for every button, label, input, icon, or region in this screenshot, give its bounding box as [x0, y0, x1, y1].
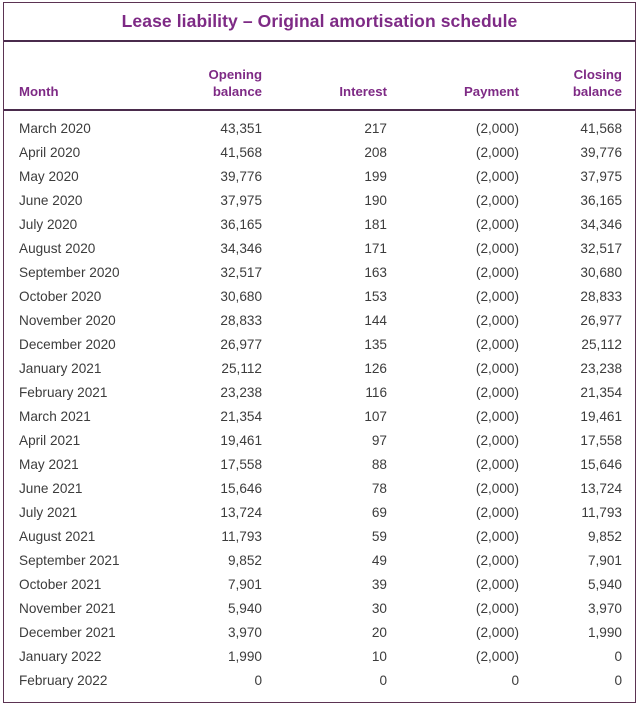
- table-row: [4, 309, 635, 333]
- column-header-payment: [387, 83, 519, 109]
- cell-closing-balance: 9,852: [587, 529, 622, 544]
- cell-interest: 135: [364, 337, 387, 352]
- table-row: [4, 165, 635, 189]
- table-row: [4, 477, 635, 501]
- cell-closing-balance: 3,970: [587, 601, 622, 616]
- table-row: [4, 573, 635, 597]
- cell-opening-balance: 26,977: [220, 337, 262, 352]
- cell-closing-balance: 13,724: [580, 481, 622, 496]
- cell-closing-balance: 30,680: [580, 265, 622, 280]
- cell-opening-balance: 34,346: [220, 241, 262, 256]
- table-title-band: [4, 3, 635, 42]
- cell-payment: (2,000): [475, 385, 519, 400]
- table-row: [4, 261, 635, 285]
- cell-closing-balance: 0: [614, 649, 622, 664]
- cell-closing-balance: 7,901: [587, 553, 622, 568]
- cell-opening-balance: 0: [254, 673, 262, 688]
- cell-interest: 88: [371, 457, 387, 472]
- table-row: [4, 213, 635, 237]
- cell-payment: (2,000): [475, 241, 519, 256]
- cell-payment: 0: [511, 673, 519, 688]
- cell-payment: (2,000): [475, 601, 519, 616]
- cell-opening-balance: 11,793: [221, 529, 262, 544]
- cell-month: June 2020: [19, 193, 83, 208]
- cell-closing-balance: 23,238: [580, 361, 622, 376]
- column-header-payment-line-1: Payment: [464, 84, 519, 99]
- cell-opening-balance: 36,165: [220, 217, 262, 232]
- table-row: [4, 357, 635, 381]
- cell-month: February 2022: [19, 673, 108, 688]
- cell-closing-balance: 25,112: [581, 337, 622, 352]
- cell-month: December 2020: [19, 337, 116, 352]
- cell-interest: 10: [371, 649, 387, 664]
- cell-interest: 116: [365, 385, 387, 400]
- table-row: [4, 189, 635, 213]
- cell-opening-balance: 17,558: [220, 457, 262, 472]
- cell-closing-balance: 26,977: [580, 313, 622, 328]
- cell-closing-balance: 37,975: [580, 169, 622, 184]
- cell-opening-balance: 23,238: [220, 385, 262, 400]
- cell-month: January 2022: [19, 649, 102, 664]
- table-title: Lease liability – Original amortisation schedule: [121, 11, 518, 31]
- cell-payment: (2,000): [475, 529, 519, 544]
- table-row: [4, 381, 635, 405]
- cell-opening-balance: 7,901: [227, 577, 262, 592]
- cell-payment: (2,000): [475, 289, 519, 304]
- cell-opening-balance: 9,852: [227, 553, 262, 568]
- cell-interest: 153: [364, 289, 387, 304]
- table-row: [4, 405, 635, 429]
- cell-opening-balance: 30,680: [220, 289, 262, 304]
- table-row: [4, 597, 635, 621]
- cell-payment: (2,000): [475, 481, 519, 496]
- cell-payment: (2,000): [475, 313, 519, 328]
- cell-closing-balance: 32,517: [580, 241, 622, 256]
- cell-month: March 2021: [19, 409, 91, 424]
- column-header-interest-line-1: Interest: [339, 84, 387, 99]
- table-row: [4, 285, 635, 309]
- cell-interest: 30: [371, 601, 387, 616]
- cell-interest: 20: [371, 625, 387, 640]
- cell-interest: 181: [364, 217, 387, 232]
- table-row: [4, 117, 635, 141]
- cell-payment: (2,000): [475, 169, 519, 184]
- cell-payment: (2,000): [475, 433, 519, 448]
- cell-interest: 163: [364, 265, 387, 280]
- cell-payment: (2,000): [475, 577, 519, 592]
- cell-interest: 49: [371, 553, 387, 568]
- cell-payment: (2,000): [475, 217, 519, 232]
- cell-month: April 2021: [19, 433, 81, 448]
- cell-interest: 107: [364, 409, 387, 424]
- column-header-closing-balance: [519, 66, 633, 109]
- cell-month: October 2020: [19, 289, 102, 304]
- amortisation-schedule-table: [3, 2, 636, 703]
- column-header-opening-line-2: balance: [212, 84, 262, 99]
- cell-interest: 217: [364, 121, 387, 136]
- cell-closing-balance: 1,990: [587, 625, 622, 640]
- cell-opening-balance: 39,776: [220, 169, 262, 184]
- cell-payment: (2,000): [475, 121, 519, 136]
- cell-month: February 2021: [19, 385, 108, 400]
- cell-month: December 2021: [19, 625, 116, 640]
- cell-opening-balance: 32,517: [220, 265, 262, 280]
- cell-month: September 2020: [19, 265, 120, 280]
- cell-opening-balance: 15,646: [220, 481, 262, 496]
- cell-closing-balance: 21,354: [580, 385, 622, 400]
- cell-closing-balance: 19,461: [580, 409, 622, 424]
- cell-payment: (2,000): [475, 625, 519, 640]
- cell-month: August 2020: [19, 241, 96, 256]
- cell-month: November 2020: [19, 313, 116, 328]
- cell-month: June 2021: [19, 481, 83, 496]
- cell-month: April 2020: [19, 145, 81, 160]
- cell-interest: 126: [364, 361, 387, 376]
- cell-month: May 2021: [19, 457, 79, 472]
- table-row: [4, 141, 635, 165]
- cell-month: September 2021: [19, 553, 120, 568]
- cell-closing-balance: 11,793: [581, 505, 622, 520]
- cell-closing-balance: 5,940: [587, 577, 622, 592]
- cell-interest: 0: [379, 673, 387, 688]
- cell-month: January 2021: [19, 361, 102, 376]
- cell-month: July 2021: [19, 505, 78, 520]
- table-row: [4, 525, 635, 549]
- column-header-closing-line-2: balance: [572, 84, 622, 99]
- cell-closing-balance: 41,568: [580, 121, 622, 136]
- cell-closing-balance: 28,833: [580, 289, 622, 304]
- cell-interest: 190: [364, 193, 387, 208]
- column-header-month-line-1: Month: [19, 84, 59, 99]
- cell-payment: (2,000): [475, 457, 519, 472]
- cell-payment: (2,000): [475, 145, 519, 160]
- cell-month: May 2020: [19, 169, 79, 184]
- cell-opening-balance: 1,990: [227, 649, 262, 664]
- cell-month: October 2021: [19, 577, 102, 592]
- cell-opening-balance: 28,833: [220, 313, 262, 328]
- cell-payment: (2,000): [475, 505, 519, 520]
- table-row: [4, 333, 635, 357]
- table-row: [4, 429, 635, 453]
- cell-interest: 59: [371, 529, 387, 544]
- cell-closing-balance: 15,646: [580, 457, 622, 472]
- cell-interest: 78: [371, 481, 387, 496]
- cell-interest: 97: [371, 433, 387, 448]
- table-header-row: [4, 42, 635, 111]
- cell-month: March 2020: [19, 121, 91, 136]
- cell-month: November 2021: [19, 601, 116, 616]
- cell-opening-balance: 5,940: [227, 601, 262, 616]
- cell-closing-balance: 34,346: [580, 217, 622, 232]
- cell-opening-balance: 3,970: [227, 625, 262, 640]
- cell-opening-balance: 43,351: [220, 121, 262, 136]
- cell-opening-balance: 19,461: [220, 433, 262, 448]
- cell-interest: 208: [364, 145, 387, 160]
- cell-month: August 2021: [19, 529, 96, 544]
- column-header-month: [4, 83, 172, 109]
- table-row: [4, 549, 635, 573]
- cell-interest: 39: [371, 577, 387, 592]
- table-row: [4, 453, 635, 477]
- cell-closing-balance: 17,558: [580, 433, 622, 448]
- cell-payment: (2,000): [475, 553, 519, 568]
- cell-payment: (2,000): [475, 409, 519, 424]
- cell-payment: (2,000): [475, 649, 519, 664]
- cell-opening-balance: 41,568: [220, 145, 262, 160]
- cell-closing-balance: 0: [614, 673, 622, 688]
- cell-interest: 171: [364, 241, 387, 256]
- table-row: [4, 501, 635, 525]
- table-row: [4, 621, 635, 645]
- column-header-interest: [262, 83, 387, 109]
- table-body: [4, 111, 635, 702]
- cell-payment: (2,000): [475, 337, 519, 352]
- column-header-closing-line-1: Closing: [573, 67, 622, 82]
- cell-opening-balance: 13,724: [220, 505, 262, 520]
- cell-payment: (2,000): [475, 265, 519, 280]
- cell-opening-balance: 37,975: [220, 193, 262, 208]
- cell-interest: 199: [364, 169, 387, 184]
- cell-payment: (2,000): [475, 193, 519, 208]
- table-row: [4, 237, 635, 261]
- cell-closing-balance: 36,165: [580, 193, 622, 208]
- column-header-opening-line-1: Opening: [208, 67, 262, 82]
- cell-month: July 2020: [19, 217, 78, 232]
- cell-interest: 144: [364, 313, 387, 328]
- column-header-opening-balance: [172, 66, 262, 109]
- cell-closing-balance: 39,776: [580, 145, 622, 160]
- cell-opening-balance: 21,354: [220, 409, 262, 424]
- cell-interest: 69: [371, 505, 387, 520]
- table-row: [4, 645, 635, 669]
- cell-payment: (2,000): [475, 361, 519, 376]
- cell-opening-balance: 25,112: [221, 361, 262, 376]
- table-row: [4, 669, 635, 693]
